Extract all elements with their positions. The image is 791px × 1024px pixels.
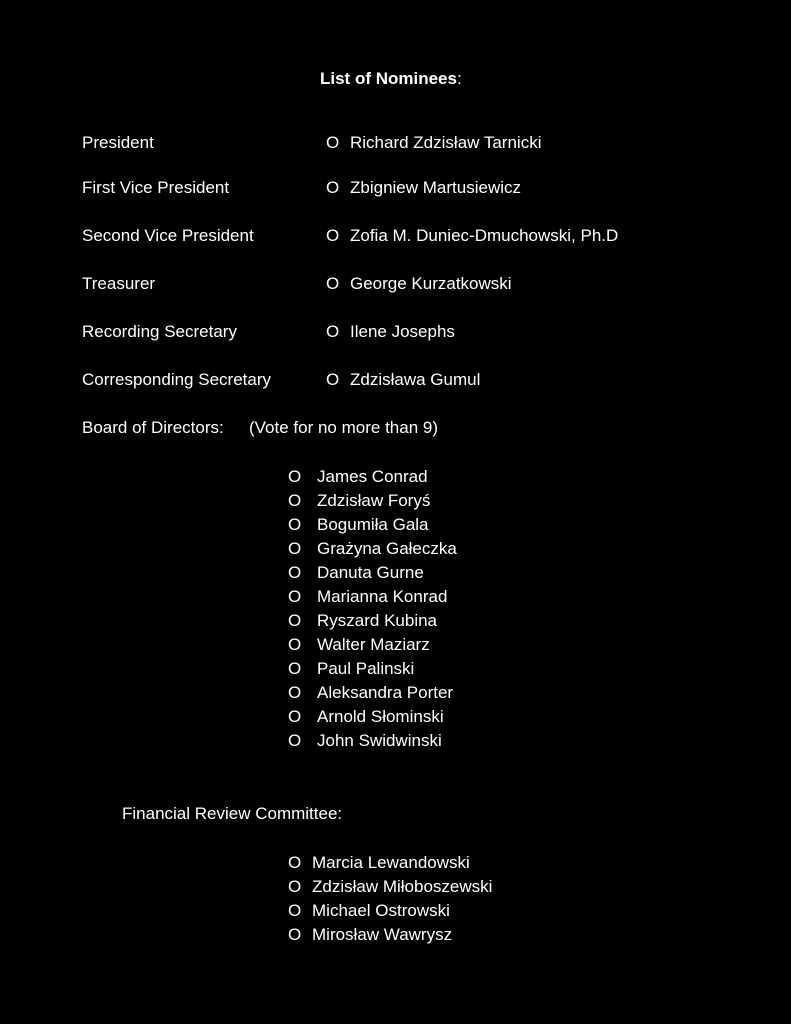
nominee-name: James Conrad — [317, 467, 428, 486]
vote-circle[interactable]: O — [326, 133, 340, 152]
nominee-name: Paul Palinski — [317, 659, 415, 678]
vote-circle[interactable]: O — [288, 853, 302, 872]
nominee-name: Marcia Lewandowski — [312, 853, 470, 872]
nominee-name: Michael Ostrowski — [312, 901, 450, 920]
nominee-name: John Swidwinski — [317, 731, 442, 750]
vote-circle[interactable]: O — [326, 370, 340, 389]
office-label: Treasurer — [82, 274, 156, 293]
nominee-name: Bogumiła Gala — [317, 515, 429, 534]
nominee-name: Ryszard Kubina — [317, 611, 438, 630]
nominee-name: Arnold Słominski — [317, 707, 444, 726]
vote-circle[interactable]: O — [288, 611, 302, 630]
office-label: President — [82, 133, 154, 152]
vote-circle[interactable]: O — [326, 226, 340, 245]
vote-circle[interactable]: O — [326, 274, 340, 293]
nominee-name: Aleksandra Porter — [317, 683, 454, 702]
vote-circle[interactable]: O — [288, 901, 302, 920]
page-title — [320, 70, 462, 87]
nominee-name: Zofia M. Duniec-Dmuchowski, Ph.D — [350, 226, 619, 245]
board-vote-note: (Vote for no more than 9) — [249, 418, 438, 437]
vote-circle[interactable]: O — [288, 467, 302, 486]
nominee-name: Walter Maziarz — [317, 635, 430, 654]
vote-circle[interactable]: O — [288, 877, 302, 896]
vote-circle[interactable]: O — [288, 635, 302, 654]
office-label: Recording Secretary — [82, 322, 237, 341]
page-title-text: List of Nominees — [320, 69, 457, 88]
financial-review-label: Financial Review Committee: — [122, 804, 343, 823]
nominee-name: Marianna Konrad — [317, 587, 448, 606]
nominee-name: Richard Zdzisław Tarnicki — [350, 133, 542, 152]
vote-circle[interactable]: O — [288, 491, 302, 510]
vote-circle[interactable]: O — [288, 563, 302, 582]
page-title-colon: : — [456, 69, 462, 88]
nominee-name: Mirosław Wawrysz — [312, 925, 453, 944]
office-label: Second Vice President — [82, 226, 254, 245]
vote-circle[interactable]: O — [288, 539, 302, 558]
nominee-name: Danuta Gurne — [317, 563, 424, 582]
nominee-name: George Kurzatkowski — [350, 274, 512, 293]
vote-circle[interactable]: O — [326, 322, 340, 341]
nominee-name: Zdzisława Gumul — [350, 370, 481, 389]
vote-circle[interactable]: O — [288, 515, 302, 534]
nominee-name: Zbigniew Martusiewicz — [350, 178, 521, 197]
nominee-name: Ilene Josephs — [350, 322, 455, 341]
vote-circle[interactable]: O — [326, 178, 340, 197]
vote-circle[interactable]: O — [288, 659, 302, 678]
nominee-name: Zdzisław Foryś — [317, 491, 431, 510]
nominee-name: Zdzisław Miłoboszewski — [312, 877, 493, 896]
nominee-name: Grażyna Gałeczka — [317, 539, 457, 558]
vote-circle[interactable]: O — [288, 707, 302, 726]
office-label: First Vice President — [82, 178, 230, 197]
office-label: Corresponding Secretary — [82, 370, 271, 389]
vote-circle[interactable]: O — [288, 925, 302, 944]
vote-circle[interactable]: O — [288, 683, 302, 702]
board-of-directors-label: Board of Directors: — [82, 418, 224, 437]
vote-circle[interactable]: O — [288, 587, 302, 606]
vote-circle[interactable]: O — [288, 731, 302, 750]
